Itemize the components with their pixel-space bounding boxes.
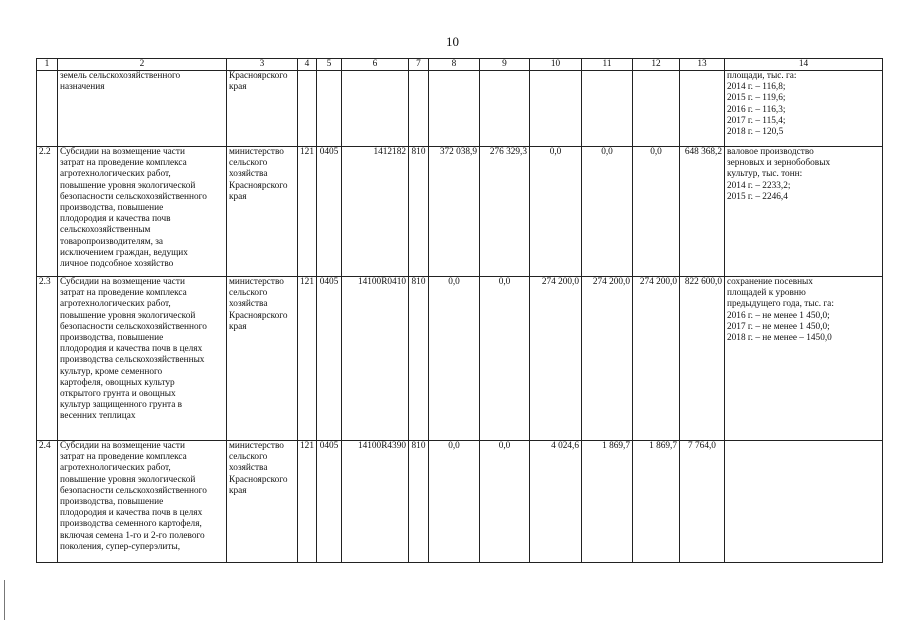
amount-cell: 274 200,0 xyxy=(633,277,680,441)
amount-cell: 274 200,0 xyxy=(530,277,582,441)
amount-cell: 372 038,9 xyxy=(429,147,480,277)
section-code: 0405 xyxy=(317,147,342,277)
column-header: 7 xyxy=(409,59,429,71)
executor: министерство сельского хозяйства Красноярского края xyxy=(227,441,298,563)
table-row xyxy=(37,277,883,441)
target-article-code xyxy=(342,71,409,147)
column-header: 2 xyxy=(58,59,227,71)
total-cell: 7 764,0 xyxy=(680,441,725,563)
total-cell: 648 368,2 xyxy=(680,147,725,277)
amount-cell xyxy=(429,71,480,147)
margin-line xyxy=(4,580,5,620)
measure-name: земель сельскохозяйственного назначения xyxy=(58,71,227,147)
amount-cell: 1 869,7 xyxy=(582,441,633,563)
column-header: 13 xyxy=(680,59,725,71)
row-number xyxy=(37,71,58,147)
column-header: 3 xyxy=(227,59,298,71)
total-cell xyxy=(680,71,725,147)
page-number: 10 xyxy=(446,34,459,49)
row-number: 2.2 xyxy=(37,147,58,277)
expense-type-code xyxy=(409,71,429,147)
amount-cell: 0,0 xyxy=(530,147,582,277)
header-row xyxy=(37,59,883,71)
column-header: 11 xyxy=(582,59,633,71)
executor: министерство сельского хозяйства Красноярского края xyxy=(227,277,298,441)
column-header: 1 xyxy=(37,59,58,71)
amount-cell: 274 200,0 xyxy=(582,277,633,441)
amount-cell: 4 024,6 xyxy=(530,441,582,563)
column-header: 14 xyxy=(725,59,883,71)
amount-cell: 0,0 xyxy=(429,277,480,441)
column-header: 6 xyxy=(342,59,409,71)
grbs-code xyxy=(298,71,317,147)
section-code: 0405 xyxy=(317,277,342,441)
expense-type-code: 810 xyxy=(409,277,429,441)
target-article-code: 1412182 xyxy=(342,147,409,277)
amount-cell xyxy=(480,71,530,147)
amount-cell xyxy=(530,71,582,147)
grbs-code: 121 xyxy=(298,277,317,441)
expected-result: площади, тыс. га: 2014 г. – 116,8; 2015 г. – 119,6; 2016 г. – 116,3; 2017 г. – 115,4; 2018 г. – 120,5 xyxy=(725,71,883,147)
column-header: 8 xyxy=(429,59,480,71)
table-row xyxy=(37,147,883,277)
amount-cell: 0,0 xyxy=(633,147,680,277)
amount-cell xyxy=(582,71,633,147)
amount-cell xyxy=(633,71,680,147)
expected-result: сохранение посевных площадей к уровню предыдущего года, тыс. га: 2016 г. – не менее 1 450,0; 2017 г. – не менее 1 450,0; 2018 г. – не менее – 1450,0 xyxy=(725,277,883,441)
executor: министерство сельского хозяйства Красноярского края xyxy=(227,147,298,277)
amount-cell: 1 869,7 xyxy=(633,441,680,563)
amount-cell: 276 329,3 xyxy=(480,147,530,277)
amount-cell: 0,0 xyxy=(480,441,530,563)
measure-name: Субсидии на возмещение части затрат на проведение комплекса агротехнологических работ, повышение уровня экологической безопасности сельскохозяйственного производства, повышение плодородия и качества почв в целях производства семенного картофеля, включая семена 1-го и 2-го полевого поколения, супер-суперэлиты, xyxy=(58,441,227,563)
table-row xyxy=(37,441,883,563)
expected-result: валовое производство зерновых и зернобобовых культур, тыс. тонн: 2014 г. – 2233,2; 2015 г. – 2246,4 xyxy=(725,147,883,277)
column-header: 9 xyxy=(480,59,530,71)
column-header: 10 xyxy=(530,59,582,71)
amount-cell: 0,0 xyxy=(480,277,530,441)
amount-cell: 0,0 xyxy=(429,441,480,563)
section-code xyxy=(317,71,342,147)
amount-cell: 0,0 xyxy=(582,147,633,277)
row-number: 2.3 xyxy=(37,277,58,441)
column-header: 4 xyxy=(298,59,317,71)
section-code: 0405 xyxy=(317,441,342,563)
budget-table xyxy=(36,58,883,563)
expense-type-code: 810 xyxy=(409,147,429,277)
expected-result xyxy=(725,441,883,563)
row-number: 2.4 xyxy=(37,441,58,563)
column-header: 12 xyxy=(633,59,680,71)
grbs-code: 121 xyxy=(298,441,317,563)
table-row xyxy=(37,71,883,147)
measure-name: Субсидии на возмещение части затрат на проведение комплекса агротехнологических работ, повышение уровня экологической безопасности сельскохозяйственного производства, повышение плодородия и качества почв сельскохозяйственным товаропроизводителям, за исключением граждан, ведущих личное подсобное хозяйство xyxy=(58,147,227,277)
target-article-code: 14100R4390 xyxy=(342,441,409,563)
executor: Красноярского края xyxy=(227,71,298,147)
total-cell: 822 600,0 xyxy=(680,277,725,441)
grbs-code: 121 xyxy=(298,147,317,277)
target-article-code: 14100R0410 xyxy=(342,277,409,441)
expense-type-code: 810 xyxy=(409,441,429,563)
measure-name: Субсидии на возмещение части затрат на проведение комплекса агротехнологических работ, повышение уровня экологической безопасности сельскохозяйственного производства, повышение плодородия и качества почв в целях производства сельскохозяйственных культур, кроме семенного картофеля, овощных культур открытого грунта и овощных культур защищенного грунта в весенних теплицах xyxy=(58,277,227,441)
column-header: 5 xyxy=(317,59,342,71)
